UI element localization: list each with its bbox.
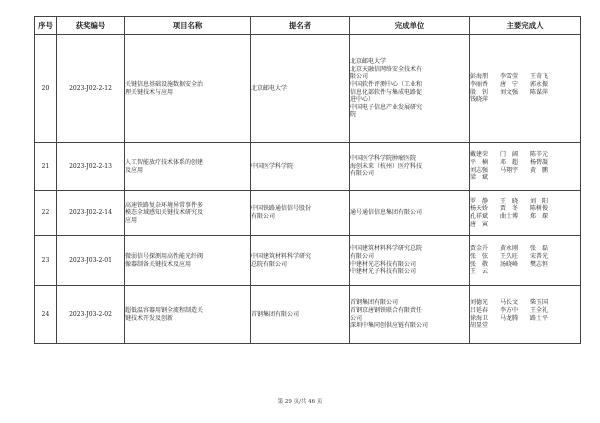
contributors-line: 王 云 (470, 268, 489, 276)
header-project-name: 项目名称 (125, 17, 251, 35)
header-award-code: 获奖编号 (57, 17, 125, 35)
row-index: 23 (35, 236, 57, 286)
unit-line: 北京天融信网络安全技术有 (350, 65, 423, 73)
contributors-line: 唐 寅 (470, 220, 489, 228)
contributors-line: 钱晓萍 (470, 96, 489, 104)
contributors-line: 杨天娇 贾 冬 陈树俊 (470, 205, 549, 213)
contributors-line: 李丽香 唐 宁 郭永振 (470, 80, 549, 88)
project-name-line: 应用 (125, 216, 138, 224)
header-nominator: 提名者 (251, 17, 350, 35)
unit-line: 信息化部软件与集成电路促 (350, 88, 423, 96)
page-number: 第 29 页/共 46 页 (277, 399, 323, 405)
project-name (125, 143, 251, 191)
completing-units (350, 236, 470, 286)
project-name-line: 像器制备关键技术及应用 (125, 260, 192, 268)
unit-line: 中建材光子科技有限公司 (350, 268, 417, 276)
completing-units (350, 191, 470, 236)
project-name (125, 191, 251, 236)
header-main-contributors: 主要完成人 (470, 17, 581, 35)
unit-line: 通号通信信息集团有限公司 (350, 209, 423, 217)
unit-line: 公司 (350, 314, 363, 322)
header-completing-units: 完成单位 (350, 17, 470, 35)
nominator-line: 北京邮电大学 (251, 84, 288, 92)
main-contributors (470, 35, 581, 143)
contributors-line: 徐海卫 马龙腾 路士平 (470, 314, 549, 322)
contributors-line: 戴建荣 门 阔 陈辛元 (470, 151, 549, 159)
project-name-line: 理关键技术与应用 (125, 88, 174, 96)
nominator-line: 中国建筑材料科学研究 (251, 252, 312, 260)
unit-line: 海创未来（杭州）医疗科技 (350, 162, 423, 170)
unit-line: 首钢集团有限公司 (350, 299, 399, 307)
award-code: 2023-J03-2-02 (57, 286, 125, 344)
unit-line: 中国医学科学院肿瘤医院 (350, 155, 417, 163)
unit-line: 中国建筑材料科学研究总院 (350, 245, 423, 253)
unit-line: 有限公司 (350, 252, 375, 260)
nominator-line: 有限公司 (251, 213, 276, 220)
unit-line: 首钢京唐钢铁联合有限责任 (350, 306, 423, 314)
row-index: 24 (35, 286, 57, 344)
award-code: 2023-J02-2-13 (57, 143, 125, 191)
unit-line: 中国电子信息产业发展研究 (350, 103, 423, 111)
nominator (251, 35, 350, 143)
contributors-line: 胡显堂 (470, 322, 489, 330)
nominator (251, 143, 350, 191)
project-name (125, 236, 251, 286)
contributors-line: 彭海朋 李雪莹 王奇飞 (470, 73, 549, 81)
award-code: 2023-J02-2-14 (57, 191, 125, 236)
contributors-line: 刘志强 马翔宇 黄 鹏 (470, 166, 549, 174)
project-name-line: 关键信息基础设施数据安全治 (125, 80, 204, 88)
table-row (35, 236, 581, 286)
project-name-line: 超低温容器用钢全流程制造关 (125, 306, 204, 314)
award-code: 2023-J02-2-12 (57, 35, 125, 143)
unit-line: 进中心） (350, 96, 375, 104)
table-row (35, 143, 581, 191)
nominator-line: 中国铁路通信信号股份 (251, 205, 312, 213)
row-index: 22 (35, 191, 57, 236)
main-contributors (470, 143, 581, 191)
nominator (251, 286, 350, 344)
nominator-line: 中国医学科学院 (251, 162, 294, 170)
completing-units (350, 35, 470, 143)
nominator-line: 总院有限公司 (251, 260, 288, 268)
unit-line: 中国软件评测中心（工业和 (350, 80, 423, 88)
project-name-line: 及应用 (125, 166, 144, 174)
table-header (35, 17, 581, 35)
unit-line: 有限公司 (350, 170, 375, 178)
table-row (35, 286, 581, 344)
award-table (34, 16, 581, 344)
project-name-line: 模态全域感知关键技术研究及 (125, 209, 204, 217)
contributors-line: 殷 钊 刘文强 陈谋萍 (470, 88, 549, 96)
project-name (125, 286, 251, 344)
header-index: 序号 (35, 17, 57, 35)
contributors-line: 吕延春 李方中 王全礼 (470, 306, 549, 314)
project-name-line: 人工智能放疗技术体系的创建 (125, 158, 204, 166)
project-name (125, 35, 251, 143)
completing-units (350, 143, 470, 191)
main-contributors (470, 236, 581, 286)
unit-line: 中建材光芯科技有限公司 (350, 260, 417, 268)
award-code: 2023-J03-2-01 (57, 236, 125, 286)
nominator (251, 191, 350, 236)
completing-units (350, 286, 470, 344)
unit-line: 深圳中集同创供应链有限公司 (350, 322, 429, 330)
contributors-line: 孔祥斌 曲士博 郑 琛 (470, 213, 549, 220)
contributors-line: 平 楠 邓 超 杨碧凝 (470, 158, 549, 166)
row-index: 21 (35, 143, 57, 191)
unit-line: 北京邮电大学 (350, 58, 387, 66)
contributors-line: 张 敬 汤晓峰 樊志恒 (470, 260, 549, 268)
contributors-line: 罗 静 王 晓 刘 阳 (470, 197, 549, 205)
contributors-line: 刘德光 马长文 柴玉国 (470, 299, 549, 307)
contributors-line: 张 弦 王久旺 宋普光 (470, 252, 549, 260)
header-row (35, 17, 581, 35)
project-name-line: 高速铁路复杂环境异常事件多 (125, 201, 204, 209)
project-name-line: 键技术开发及创新 (125, 314, 174, 322)
row-index: 20 (35, 35, 57, 143)
contributors-line: 贾金升 黄永刚 张 磊 (470, 245, 549, 253)
table-row (35, 191, 581, 236)
main-contributors (470, 286, 581, 344)
table-row (35, 35, 581, 143)
contributors-line: 梁 斌 (470, 174, 489, 182)
unit-line: 限公司 (350, 73, 369, 81)
nominator (251, 236, 350, 286)
project-name-line: 微弱信号探测用高性能光纤阀 (125, 252, 204, 260)
main-contributors (470, 191, 581, 236)
unit-line: 院 (350, 111, 357, 119)
nominator-line: 首钢集团有限公司 (251, 310, 300, 318)
